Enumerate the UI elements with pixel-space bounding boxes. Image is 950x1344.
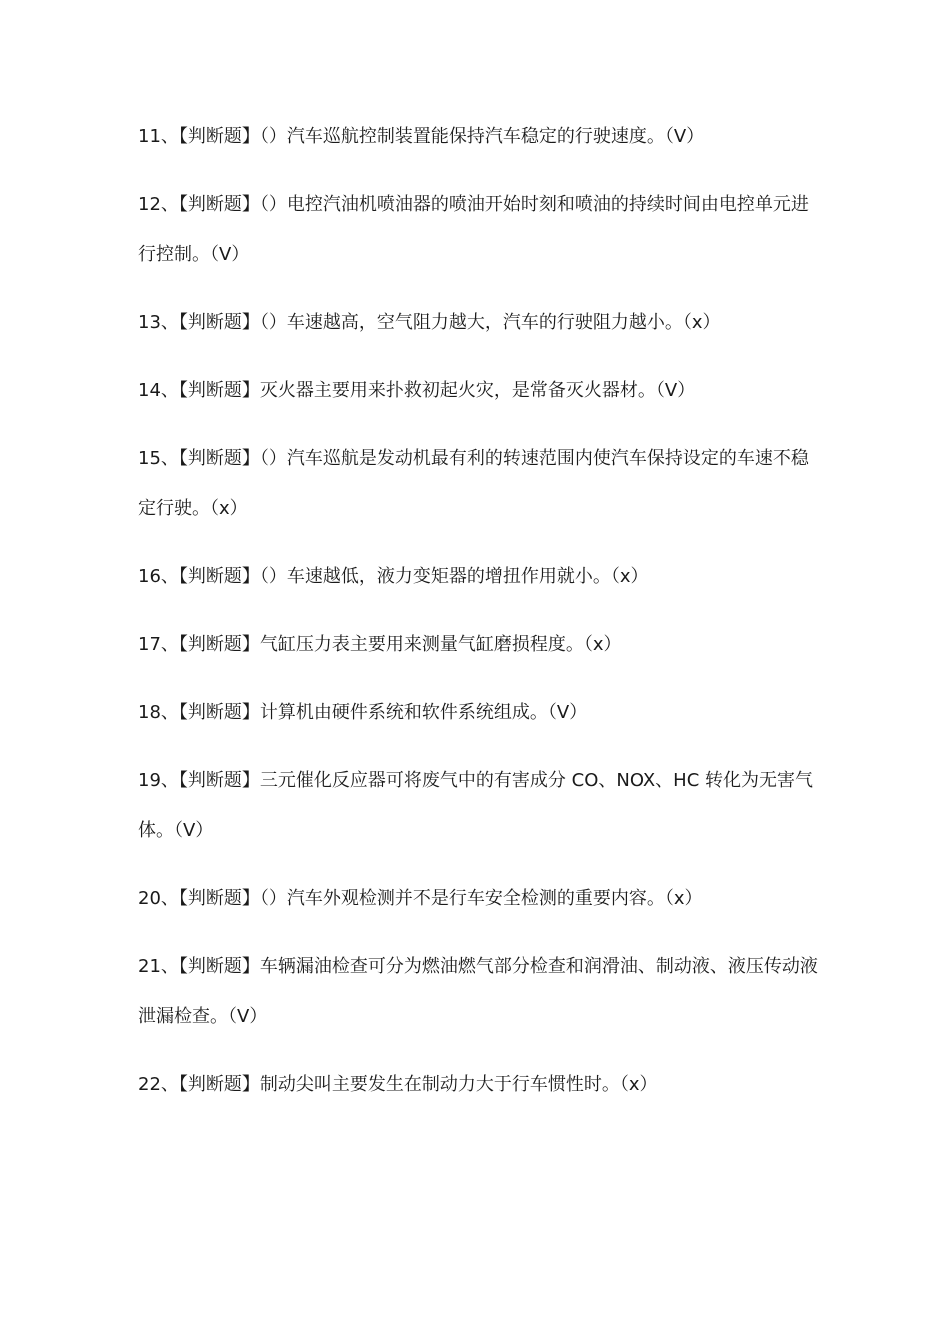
question-item: 20、【判断题】（）汽车外观检测并不是行车安全检测的重要内容。（x）: [138, 888, 703, 909]
question-item: 17、【判断题】气缸压力表主要用来测量气缸磨损程度。（x）: [138, 634, 622, 655]
question-item: 15、【判断题】（）汽车巡航是发动机最有利的转速范围内使汽车保持设定的车速不稳定行驶。（x）: [138, 448, 809, 519]
question-item: 11、【判断题】（）汽车巡航控制装置能保持汽车稳定的行驶速度。（V）: [138, 126, 705, 147]
question-item: 19、【判断题】三元催化反应器可将废气中的有害成分 CO、NOX、HC 转化为无害气体。（V）: [138, 770, 813, 841]
question-item: 21、【判断题】车辆漏油检查可分为燃油燃气部分检查和润滑油、制动液、液压传动液泄漏检查。（V）: [138, 956, 818, 1027]
question-list: [138, 112, 818, 1128]
question-item: 12、【判断题】（）电控汽油机喷油器的喷油开始时刻和喷油的持续时间由电控单元进行控制。（V）: [138, 194, 809, 265]
question-item: 22、【判断题】制动尖叫主要发生在制动力大于行车惯性时。（x）: [138, 1074, 658, 1095]
question-item: 16、【判断题】（）车速越低，液力变矩器的增扭作用就小。（x）: [138, 566, 649, 587]
question-item: 14、【判断题】灭火器主要用来扑救初起火灾，是常备灭火器材。（V）: [138, 380, 696, 401]
question-item: 13、【判断题】（）车速越高，空气阻力越大，汽车的行驶阻力越小。（x）: [138, 312, 721, 333]
question-item: 18、【判断题】计算机由硬件系统和软件系统组成。（V）: [138, 702, 588, 723]
